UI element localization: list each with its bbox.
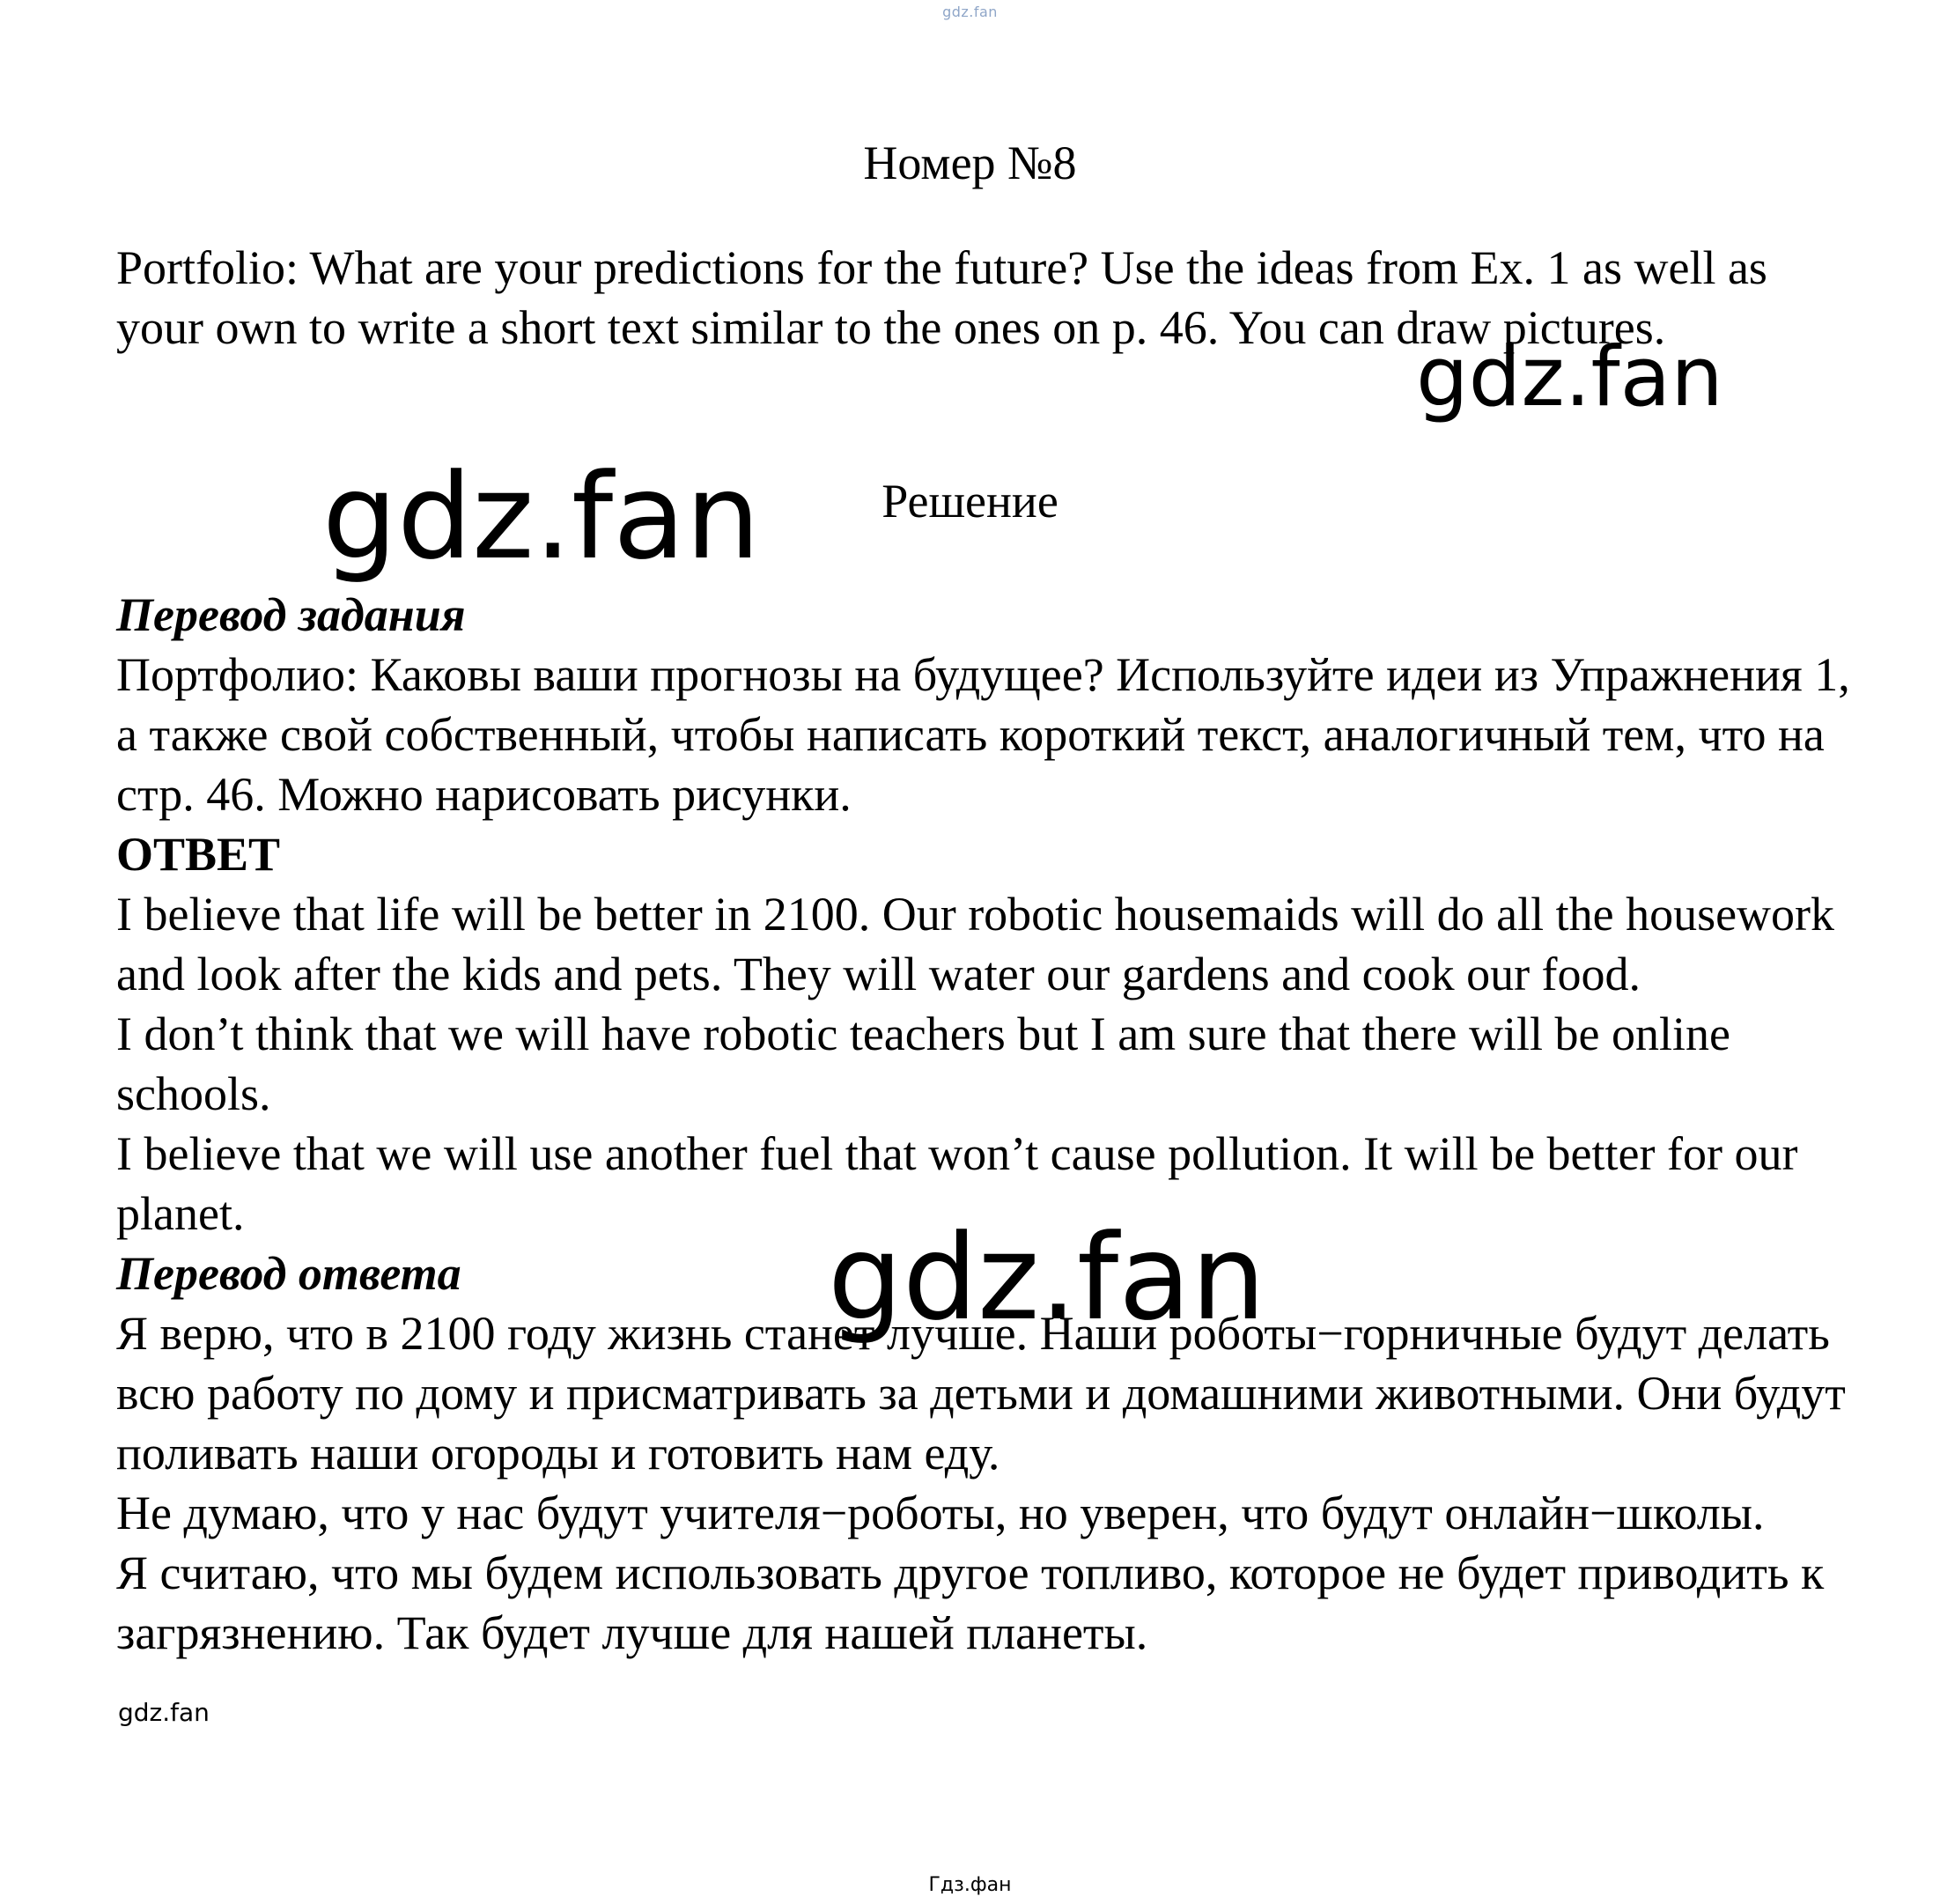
solution-body [116,585,1877,1663]
solution-label: Решение [881,475,1059,528]
watermark-large: gdz.fan [322,448,761,586]
watermark-bottom: Гдз.фан [928,1874,1012,1896]
answer-paragraph: I believe that we will use another fuel that won’t cause pollution. It will be better for our planet. [116,1127,1798,1240]
answer-translation-paragraph: Я считаю, что мы будем использовать другое топливо, которое не будет приводить к загрязнению. Так будет лучше для нашей планеты. [116,1546,1825,1659]
watermark-small: gdz.fan [118,1698,210,1727]
page-title: Номер №8 [863,137,1077,189]
answer-translation-paragraph: Я верю, что в 2100 году жизнь станет лучше. Наши роботы−горничные будут делать всю работу по дому и присматривать за детьми и домашними животными. Они будут поливать наши огороды и готовить нам еду. [116,1307,1846,1480]
answer-translation-paragraph: Не думаю, что у нас будут учителя−роботы, но уверен, что будут онлайн−школы. [116,1487,1765,1539]
task-text: Portfolio: What are your predictions for the future? Use the ideas from Ex. 1 as well as your own to write a short text similar to the ones on p. 46. You can draw pictures. [116,241,1767,354]
answer-paragraph: I believe that life will be better in 2100. Our robotic housemaids will do all the housework and look after the kids and pets. They will water our gardens and cook our food. [116,888,1835,1000]
watermark-large: gdz.fan [828,1209,1266,1347]
answer-translation-heading: Перевод ответа [116,1247,461,1300]
watermark-top: gdz.fan [942,4,998,20]
task-translation-text: Портфолио: Каковы ваши прогнозы на будущее? Используйте идеи из Упражнения 1, а также свой собственный, чтобы написать короткий текст, аналогичный тем, что на стр. 46. Можно нарисовать рисунки. [116,648,1850,821]
task-translation-heading: Перевод задания [116,588,466,641]
answer-paragraph: I don’t think that we will have robotic teachers but I am sure that there will be online schools. [116,1007,1730,1120]
watermark-large: gdz.fan [1416,329,1723,425]
answer-heading: ОТВЕТ [116,828,281,881]
